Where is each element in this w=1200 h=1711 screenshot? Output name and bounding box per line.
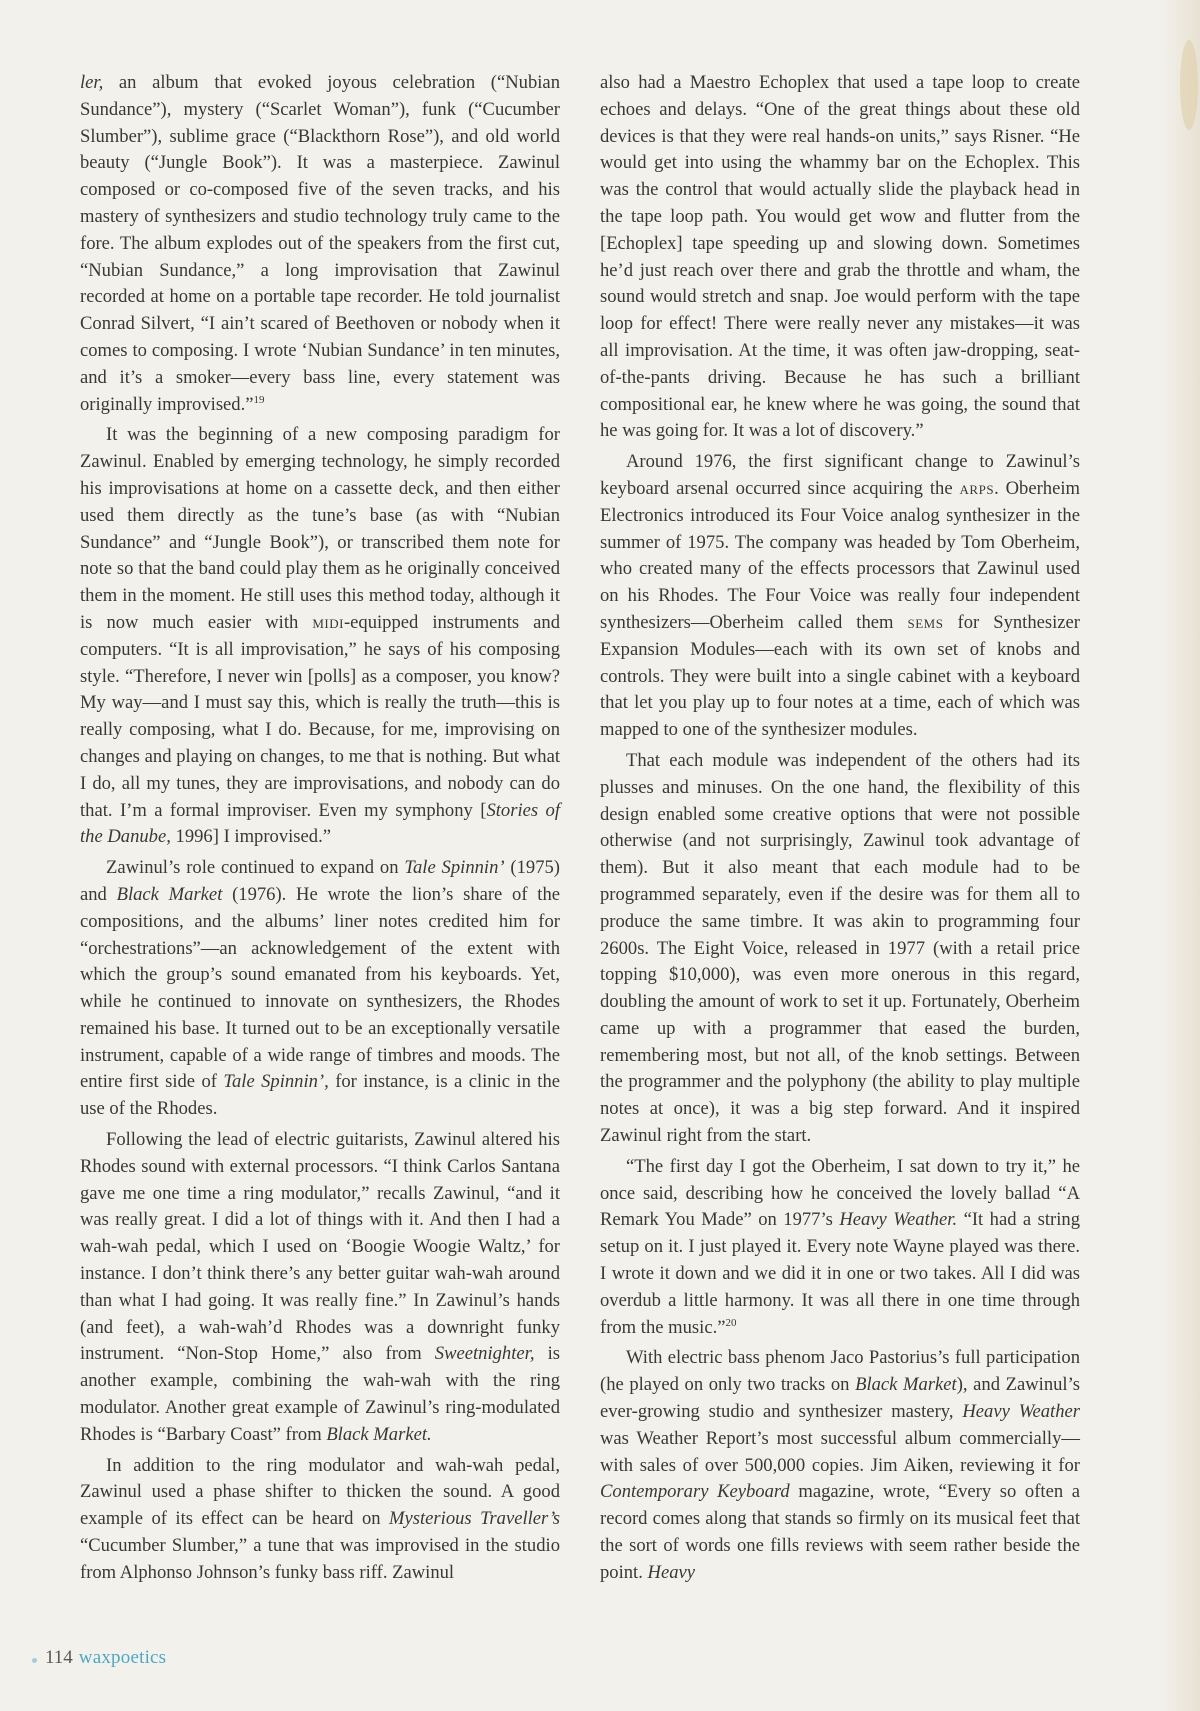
italic-title: Heavy Weather <box>962 1401 1080 1423</box>
italic-title: Black Market <box>855 1374 957 1396</box>
text-run: is another example, combining the wah-wah with the ring modulator. Another great example of Zawinul’s ring-modulated Rhodes is “Barbary Coast” from <box>80 1343 560 1445</box>
italic-title: Tale Spinnin’, <box>223 1071 329 1093</box>
left-column <box>80 70 560 1587</box>
paragraph <box>80 1127 560 1449</box>
text-run: was Weather Report’s most successful album commercially—with sales of over 500,000 copies. Jim Aiken, reviewing it for <box>600 1427 1080 1476</box>
text-run: It was the beginning of a new composing paradigm for Zawinul. Enabled by emerging technology, he simply recorded his improvisations at home on a cassette deck, and then either used them directly as the tune’s base (as with “Nubian Sundance” and “Jungle Book”), or transcribed them note for note so that the band could play them as he originally conceived them in the moment. He still uses this method today, although it is now much easier with <box>80 424 560 633</box>
italic-title: Black Market. <box>326 1423 432 1445</box>
acronym: sems <box>907 611 944 633</box>
text-run: “It had a string setup on it. I just played it. Every note Wayne played was there. I wrote it down and we did it in one or two takes. All I did was overdub a little harmony. It was all there in one time through from the music.” <box>600 1209 1080 1338</box>
text-run: (1975) and <box>80 857 560 905</box>
bullet-dot-icon <box>32 1658 37 1663</box>
text-run: That each module was independent of the others had its plusses and minuses. On the one hand, the flexibility of this design enabled some creative options that were not possible otherwise (and not surprisingly, Zawinul took advantage of them). But it also meant that each module had to be programmed separately, even if the desire was for them all to produce the same timbre. It was akin to programming four 2600s. The Eight Voice, released in 1977 (with a retail price topping $10,000), was even more onerous in this regard, doubling the amount of work to set it up. Fortunately, Oberheim came up with a programmer that eased the burden, remembering most, but not all, of the knob settings. Between the programmer and the polyphony (the ability to play multiple notes at once), it was a big step forward. And it inspired Zawinul right from the start. <box>600 749 1080 1147</box>
paragraph <box>80 1453 560 1587</box>
right-column <box>600 70 1080 1587</box>
paragraph <box>600 1345 1080 1586</box>
text-run: Zawinul’s role continued to expand on <box>106 857 405 879</box>
text-run: Around 1976, the first significant change to Zawinul’s keyboard arsenal occurred since acquiring the <box>600 451 1080 499</box>
text-run: -equipped instruments and computers. “It is all improvisation,” he says of his composing style. “Therefore, I never win [polls] as a composer, you know? My way—and I must say this, which is really the truth—this is really composing, what I do. Because, for me, improvising on changes and playing on changes, to me that is nothing. But what I do, all my tunes, they are improvisations, and nobody can do that. I’m a formal improviser. Even my symphony [ <box>80 611 560 821</box>
text-run: ), and Zawinul’s ever-growing studio and synthesizer mastery, <box>600 1374 1081 1423</box>
page-number: 114 <box>45 1647 73 1668</box>
paragraph <box>80 422 560 851</box>
paragraph <box>600 449 1080 744</box>
italic-title: Sweetnighter, <box>434 1343 535 1365</box>
text-run: also had a Maestro Echoplex that used a tape loop to create echoes and delays. “One of the great things about these old devices is that they were real hands-on units,” says Risner. “He would get into using the whammy bar on the Echoplex. This was the control that would actually slide the playback head in the tape loop path. You would get wow and flutter from the [Echoplex] tape speeding up and slowing down. Sometimes he’d just reach over there and grab the throttle and wham, the sound would stretch and snap. Joe would perform with the tape loop for effect! There were really never any mistakes—it was all improvisation. At the time, it was often jaw-dropping, seat-of-the-pants driving. Because he has such a brilliant compositional ear, he knew where he was going, the sound that he was going for. It was a lot of discovery.” <box>600 72 1080 442</box>
paragraph <box>80 855 560 1123</box>
page-edge-shadow <box>1160 0 1200 1711</box>
acronym: midi <box>312 611 344 633</box>
italic-title: ler, <box>80 72 104 93</box>
footnote-ref: 20 <box>725 1316 737 1329</box>
italic-title: Heavy Weather. <box>839 1209 958 1231</box>
text-run: for instance, is a clinic in the use of the Rhodes. <box>80 1071 561 1120</box>
text-run: Following the lead of electric guitarists, Zawinul altered his Rhodes sound with external processors. “I think Carlos Santana gave me one time a ring modulator,” recalls Zawinul, “and it was really great. I did a lot of things with it. And then I had a wah-wah pedal, which I used on ‘Boogie Woogie Waltz,’ for instance. I don’t think there’s any better guitar wah-wah around than what I had going. It was really fine.” In Zawinul’s hands (and feet), a wah-wah’d Rhodes was a downright funky instrument. “Non-Stop Home,” also from <box>80 1129 560 1365</box>
italic-title: Tale Spinnin’ <box>404 857 505 879</box>
text-run: an album that evoked joyous celebration (“Nubian Sundance”), mystery (“Scarlet Woman”), funk (“Cucumber Slumber”), sublime grace (“Blackthorn Rose”), and old world beauty (“Jungle Book”). It was a masterpiece. Zawinul composed or co-composed five of the seven tracks, and his mastery of synthesizers and studio technology truly came to the fore. The album explodes out of the speakers from the first cut, “Nubian Sundance,” a long improvisation that Zawinul recorded at home on a portable tape recorder. He told journalist Conrad Silvert, “I ain’t scared of Beethoven or nobody when it comes to composing. I wrote ‘Nubian Sundance’ in ten minutes, and it’s a smoker—every bass line, every statement was originally improvised.” <box>80 72 560 415</box>
paragraph <box>600 1154 1080 1342</box>
text-run: “Cucumber Slumber,” a tune that was improvised in the studio from Alphonso Johnson’s funky bass riff. Zawinul <box>80 1535 560 1583</box>
text-run: 1996] I improvised.” <box>170 826 331 848</box>
text-run: . Oberheim Electronics introduced its Four Voice analog synthesizer in the summer of 1975. The company was headed by Tom Oberheim, who created many of the effects processors that Zawinul used on his Rhodes. The Four Voice was really four independent synthesizers—Oberheim called them <box>600 477 1080 633</box>
footnote-ref: 19 <box>253 393 265 406</box>
text-run: for Synthesizer Expansion Modules—each with its own set of knobs and controls. They were built into a single cabinet with a keyboard that let you play up to four notes at a time, each of which was mapped to one of the synthesizer modules. <box>600 611 1080 741</box>
italic-title: Black Market <box>116 883 223 905</box>
page-footer <box>32 1647 166 1669</box>
paragraph <box>600 748 1080 1150</box>
italic-title: Stories of the Danube, <box>80 799 560 848</box>
italic-title: Heavy <box>647 1561 696 1583</box>
paragraph <box>600 70 1080 445</box>
text-run: In addition to the ring modulator and wah-wah pedal, Zawinul used a phase shifter to thicken the sound. A good example of its effect can be heard on <box>80 1454 560 1530</box>
text-run: “The first day I got the Oberheim, I sat down to try it,” he once said, describing how he conceived the lovely ballad “A Remark You Made” on 1977’s <box>600 1155 1080 1231</box>
publication-name: waxpoetics <box>78 1647 167 1668</box>
paper-stain <box>1180 40 1198 130</box>
text-run: magazine, wrote, “Every so often a record comes along that stands so firmly on its musical feet that the sort of words one fills reviews with seem rather beside the point. <box>600 1481 1080 1583</box>
text-run: (1976). He wrote the lion’s share of the compositions, and the albums’ liner notes credited him for “orchestrations”—an acknowledgement of the extent with which the group’s sound emanated from his keyboards. Yet, while he continued to innovate on synthesizers, the Rhodes remained his base. It turned out to be an exceptionally versatile instrument, capable of a wide range of timbres and moods. The entire first side of <box>80 883 560 1093</box>
acronym: arps <box>959 477 995 499</box>
italic-title: Contemporary Keyboard <box>600 1481 790 1503</box>
paragraph <box>80 70 560 418</box>
text-run: With electric bass phenom Jaco Pastorius’s full participation (he played on only two tracks on <box>600 1347 1080 1396</box>
italic-title: Mysterious Traveller’s <box>389 1508 561 1530</box>
